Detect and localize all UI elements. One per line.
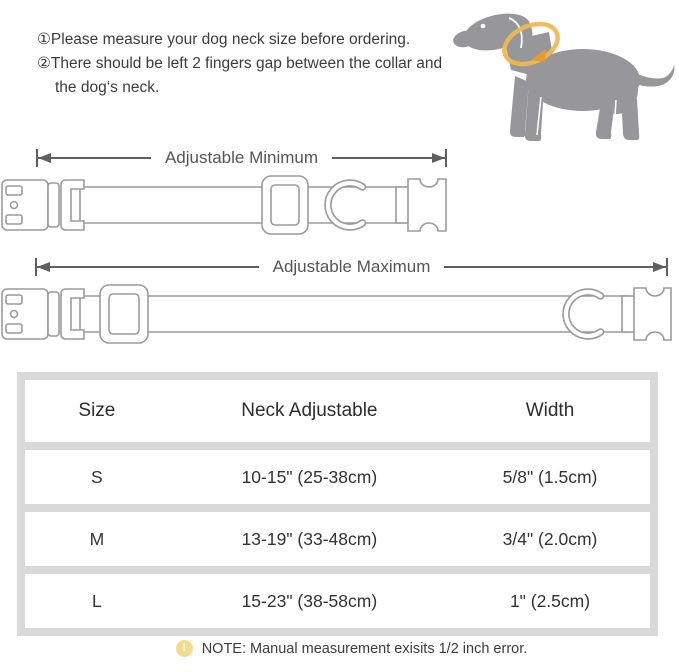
measure-arrow-left — [37, 266, 259, 268]
instruction-1-text: Please measure your dog neck size before ordering. — [50, 31, 411, 48]
measuring-instructions — [37, 28, 457, 100]
cell-size: L — [92, 590, 102, 611]
instruction-2 — [37, 52, 457, 100]
adjustable-minimum-measure — [36, 148, 447, 168]
measure-arrow-left — [38, 157, 151, 159]
collar-minimum-illustration — [0, 170, 448, 242]
collar-buckle — [2, 180, 84, 230]
dog-silhouette-icon — [451, 2, 677, 154]
adjustable-minimum-label: Adjustable Minimum — [164, 148, 319, 167]
collar-strap — [80, 296, 630, 332]
table-row-s — [25, 450, 650, 504]
collar-clasp — [396, 179, 446, 231]
instruction-2-marker: ② — [37, 55, 51, 73]
adjustable-maximum-measure — [35, 257, 668, 277]
cell-size: S — [91, 466, 103, 487]
cell-neck: 15-23" (38-58cm) — [241, 590, 378, 611]
measure-arrow-right — [444, 266, 666, 268]
collar-buckle — [2, 289, 84, 339]
size-chart-header-row — [25, 380, 650, 442]
table-row-m — [25, 512, 650, 566]
cell-width: 3/4" (2.0cm) — [502, 528, 598, 549]
collar-strap — [80, 187, 402, 223]
collar-maximum-illustration — [0, 279, 673, 351]
cell-size: M — [89, 528, 105, 549]
instruction-2-text: There should be left 2 fingers gap between the collar and the dog‘s neck. — [50, 55, 443, 97]
collar-clasp — [622, 288, 671, 340]
dog-illustration — [451, 2, 677, 154]
arrow-end-tick — [666, 258, 668, 276]
cell-width: 5/8" (1.5cm) — [502, 466, 598, 487]
column-header-width: Width — [525, 400, 575, 421]
instruction-1 — [37, 28, 457, 52]
note-text: NOTE: Manual measurement exisits 1/2 inch error. — [201, 640, 528, 657]
size-chart-table — [17, 372, 658, 636]
table-row-l — [25, 574, 650, 628]
adjustable-maximum-label: Adjustable Maximum — [272, 257, 431, 276]
column-header-size: Size — [78, 400, 116, 421]
cell-neck: 13-19" (33-48cm) — [241, 528, 378, 549]
arrow-end-tick — [445, 149, 447, 167]
cell-neck: 10-15" (25-38cm) — [241, 466, 378, 487]
instruction-1-marker: ① — [37, 31, 51, 48]
cell-width: 1" (2.5cm) — [509, 590, 591, 611]
exclamation-icon: ! — [176, 640, 193, 657]
measure-arrow-right — [332, 157, 445, 159]
column-header-neck-adjustable: Neck Adjustable — [241, 400, 378, 421]
measurement-note — [12, 640, 679, 657]
